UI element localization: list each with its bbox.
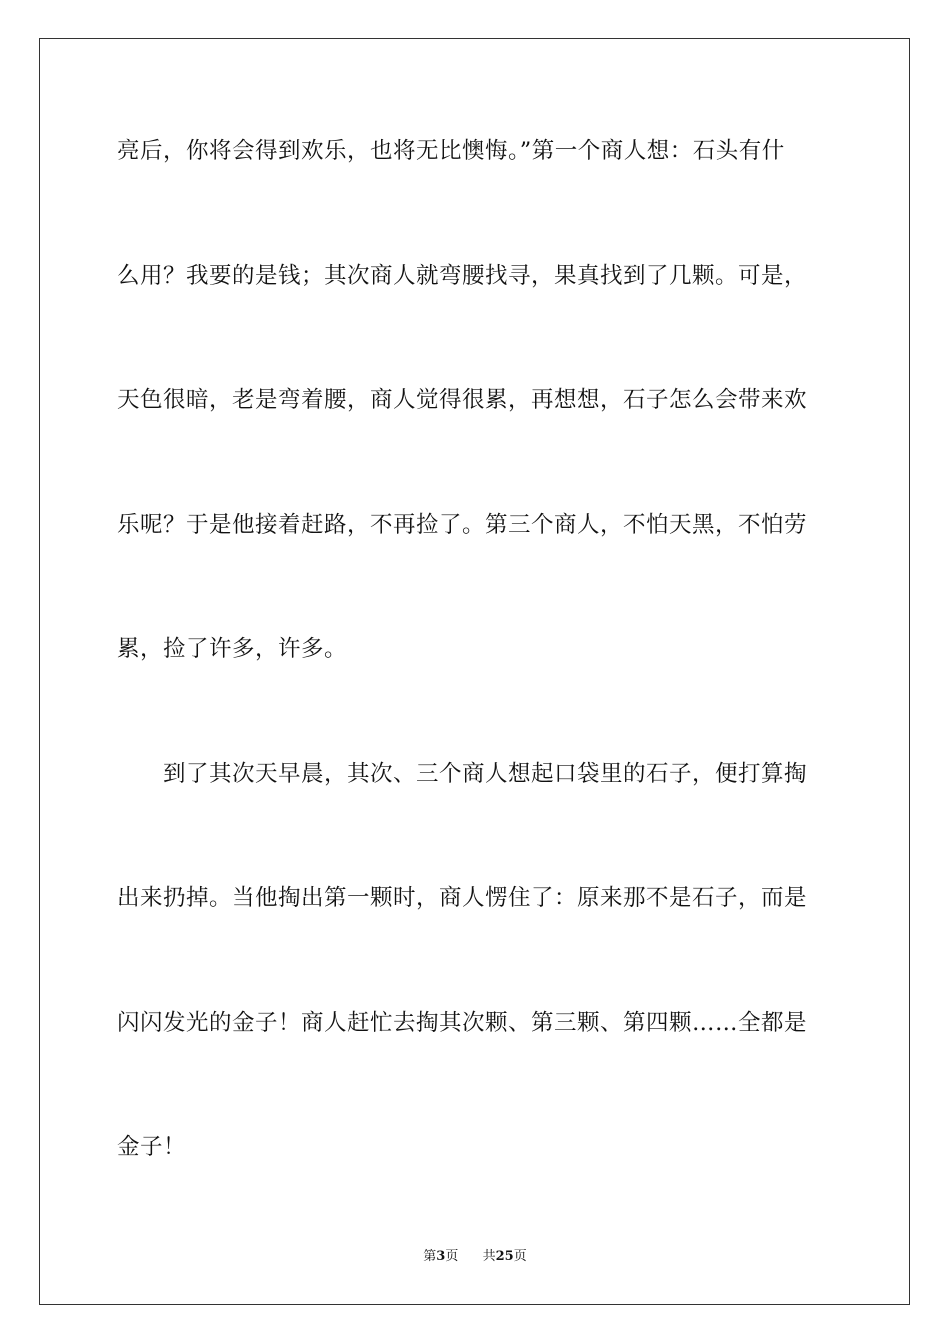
page-prefix: 第 xyxy=(423,1249,437,1264)
page-number-indicator xyxy=(423,1248,458,1266)
body-text-line: 出来扔掉。当他掏出第一颗时，商人愣住了：原来那不是石子，而是 xyxy=(117,885,808,911)
body-text-line: 亮后，你将会得到欢乐，也将无比懊悔。”第一个商人想：石头有什 xyxy=(117,138,785,164)
total-suffix: 页 xyxy=(513,1249,527,1264)
page-footer xyxy=(0,1248,950,1266)
total-pages: 25 xyxy=(495,1249,514,1264)
body-text-line: 天色很暗，老是弯着腰，商人觉得很累，再想想，石子怎么会带来欢 xyxy=(117,387,808,413)
body-text-line: 闪闪发光的金子！商人赶忙去掏其次颗、第三颗、第四颗……全都是 xyxy=(117,1010,808,1036)
page-number: 3 xyxy=(436,1249,446,1264)
body-text-line: 金子！ xyxy=(117,1134,187,1160)
total-pages-indicator xyxy=(483,1248,527,1266)
body-text-line: 么用？我要的是钱；其次商人就弯腰找寻，果真找到了几颗。可是， xyxy=(117,263,808,289)
body-text-line: 累，捡了许多，许多。 xyxy=(117,636,348,662)
total-prefix: 共 xyxy=(482,1249,496,1264)
page-suffix: 页 xyxy=(445,1249,459,1264)
page-border xyxy=(39,38,910,1305)
paragraph-first-line: 到了其次天早晨，其次、三个商人想起口袋里的石子，便打算掏 xyxy=(163,761,808,787)
body-text-line: 乐呢？于是他接着赶路，不再捡了。第三个商人，不怕天黑，不怕劳 xyxy=(117,512,808,538)
